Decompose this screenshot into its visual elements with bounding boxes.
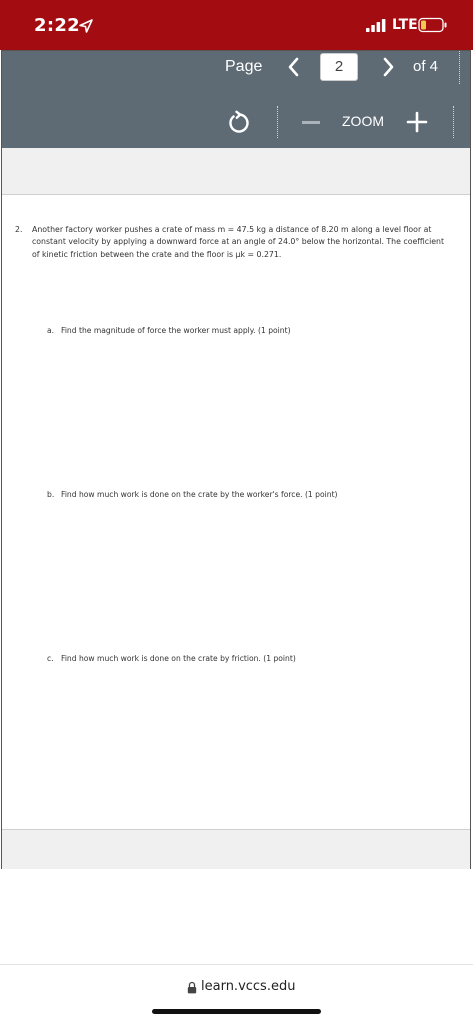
rotate-icon[interactable] [226, 110, 252, 136]
part-text: Find how much work is done on the crate by the worker's force. (1 point) [61, 490, 338, 499]
battery-icon [418, 17, 448, 33]
home-indicator[interactable] [152, 1009, 321, 1014]
part-text: Find the magnitude of force the worker must apply. (1 point) [61, 326, 291, 335]
minus-icon[interactable] [302, 121, 320, 124]
zoom-label: ZOOM [342, 113, 384, 129]
plus-icon[interactable] [405, 110, 429, 134]
part-text: Find how much work is done on the crate by friction. (1 point) [61, 654, 296, 663]
toolbar-divider [453, 106, 454, 138]
part-label: c. [47, 654, 54, 663]
pdf-page[interactable] [2, 195, 470, 830]
pdf-viewer [1, 50, 471, 869]
page-gap [2, 148, 470, 195]
signal-bars-icon [366, 19, 386, 32]
part-label: a. [47, 326, 55, 335]
toolbar-divider [459, 51, 460, 84]
question-text: Another factory worker pushes a crate of mass m = 47.5 kg a distance of 8.20 m along a level floor at constant velocity by applying a downward force at an angle of 24.0° below the horizontal. The coefficient of kinetic friction between the crate and the floor is μk = 0.271. [32, 225, 445, 259]
chevron-right-icon[interactable] [379, 56, 397, 78]
page-count-label: of 4 [413, 58, 439, 75]
browser-address-bar[interactable] [0, 964, 473, 1025]
question-number: 2. [15, 225, 23, 234]
page-label: Page [225, 58, 263, 75]
status-bar [0, 0, 473, 50]
network-type: LTE [392, 17, 418, 33]
status-time: 2:22 [34, 15, 80, 36]
chevron-left-icon[interactable] [285, 56, 303, 78]
page-gap [2, 830, 470, 869]
url-text: learn.vccs.edu [201, 979, 296, 994]
lock-icon [187, 981, 197, 994]
location-arrow-icon [78, 18, 94, 34]
part-label: b. [47, 490, 55, 499]
page-number-input[interactable]: 2 [320, 53, 358, 81]
pdf-toolbar [2, 51, 470, 148]
toolbar-divider [277, 106, 278, 138]
